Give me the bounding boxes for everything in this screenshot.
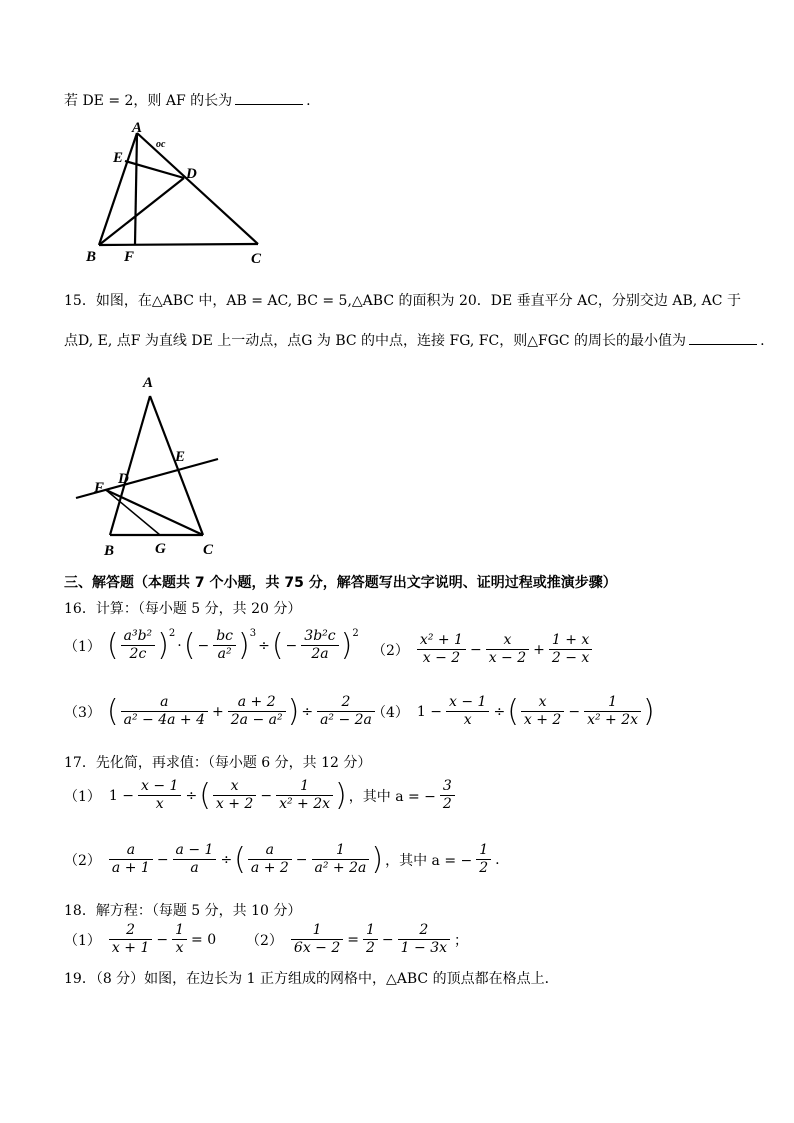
- fig2-label-g: G: [155, 541, 166, 557]
- fig1-label-f: F: [124, 249, 135, 265]
- fig2-label-e: E: [175, 449, 186, 465]
- fig1-label-c: C: [251, 251, 262, 267]
- q16-part-3: （3） ( $\frac{a}{\text{a² − 4a + 4}}$ + $\frac{a + 2}{\text{2a − a²}}$ ) ÷ $\frac{2}{\text{a² − 2a}}$: [64, 694, 377, 729]
- q14-tail: 若 DE = 2，则 AF 的长为 .: [64, 93, 311, 109]
- q15-line-1: 15．如图，在△ABC 中，AB = AC, BC = 5,△ABC 的面积为 20．DE 垂直平分 AC，分别交边 AB, AC 于: [64, 293, 741, 309]
- q16-part-1: （1） ( $\frac{\text{a³b²}}{2c}$ ) 2 · ( − $\frac{bc}{\text{a²}}$ ) 3 ÷ ( − $\frac{\text{3b²c}}{2a}$ ) 2: [64, 628, 359, 663]
- figure-triangle-1: [80, 118, 280, 268]
- fig2-label-f: F: [94, 480, 105, 496]
- fig1-label-a: A: [132, 120, 143, 136]
- q18-part-2: （2） $\frac{1}{6x - 2}$ = $\frac{1}{2}$ − $\frac{2}{1 - 3x}$ ；: [246, 922, 468, 956]
- q17-part-1: （1） 1 − $\frac{x - 1}{x}$ ÷ ( $\frac{x}{x + 2}$ − $\frac{1}{\text{x² + 2x}}$ ) ，其中 a = − $\frac{3}{2}$: [64, 778, 457, 813]
- answer-blank: [689, 332, 757, 345]
- fig1-label-d: D: [186, 166, 197, 182]
- fig1-label-b: B: [86, 249, 97, 265]
- fig1-mark: oc: [156, 139, 166, 150]
- figure-triangle-2: [70, 370, 230, 560]
- fig1-label-e: E: [113, 150, 124, 166]
- q18-part-1: （1） $\frac{2}{x + 1}$ − $\frac{1}{x}$ = 0: [64, 922, 217, 956]
- q15-line-2: 点D, E, 点F 为直线 DE 上一动点，点G 为 BC 的中点，连接 FG, FC，则△FGC 的周长的最小值为 .: [64, 333, 765, 349]
- q19-text: 19．（8 分）如图，在边长为 1 正方组成的网格中，△ABC 的顶点都在格点上．: [64, 971, 559, 987]
- q16-part-4: （4） 1 − $\frac{x - 1}{x}$ ÷ ( $\frac{x}{x + 2}$ − $\frac{1}{\text{x² + 2x}}$ ): [372, 694, 655, 729]
- q16-part-2: （2） $\frac{\text{x² + 1}}{x - 2}$ − $\frac{x}{x - 2}$ + $\frac{1 + x}{2 - x}$: [372, 632, 594, 667]
- fig2-label-a: A: [143, 375, 154, 391]
- q17-title: 17．先化简，再求值：（每小题 6 分，共 12 分）: [64, 755, 372, 771]
- q18-title: 18．解方程：（每题 5 分，共 10 分）: [64, 903, 302, 919]
- fig2-label-d: D: [118, 471, 129, 487]
- fig2-label-b: B: [104, 543, 115, 559]
- section-3-heading: 三、解答题（本题共 7 个小题，共 75 分，解答题写出文字说明、证明过程或推演步骤）: [64, 575, 617, 591]
- fig2-label-c: C: [203, 542, 214, 558]
- q16-title: 16．计算：（每小题 5 分，共 20 分）: [64, 601, 302, 617]
- answer-blank: [235, 92, 303, 105]
- q17-part-2: （2） $\frac{a}{a + 1}$ − $\frac{a - 1}{a}$ ÷ ( $\frac{a}{a + 2}$ − $\frac{1}{\text{a² + 2a}}$ ) ，其中 a = − $\frac{1}{2}$ .: [64, 842, 500, 877]
